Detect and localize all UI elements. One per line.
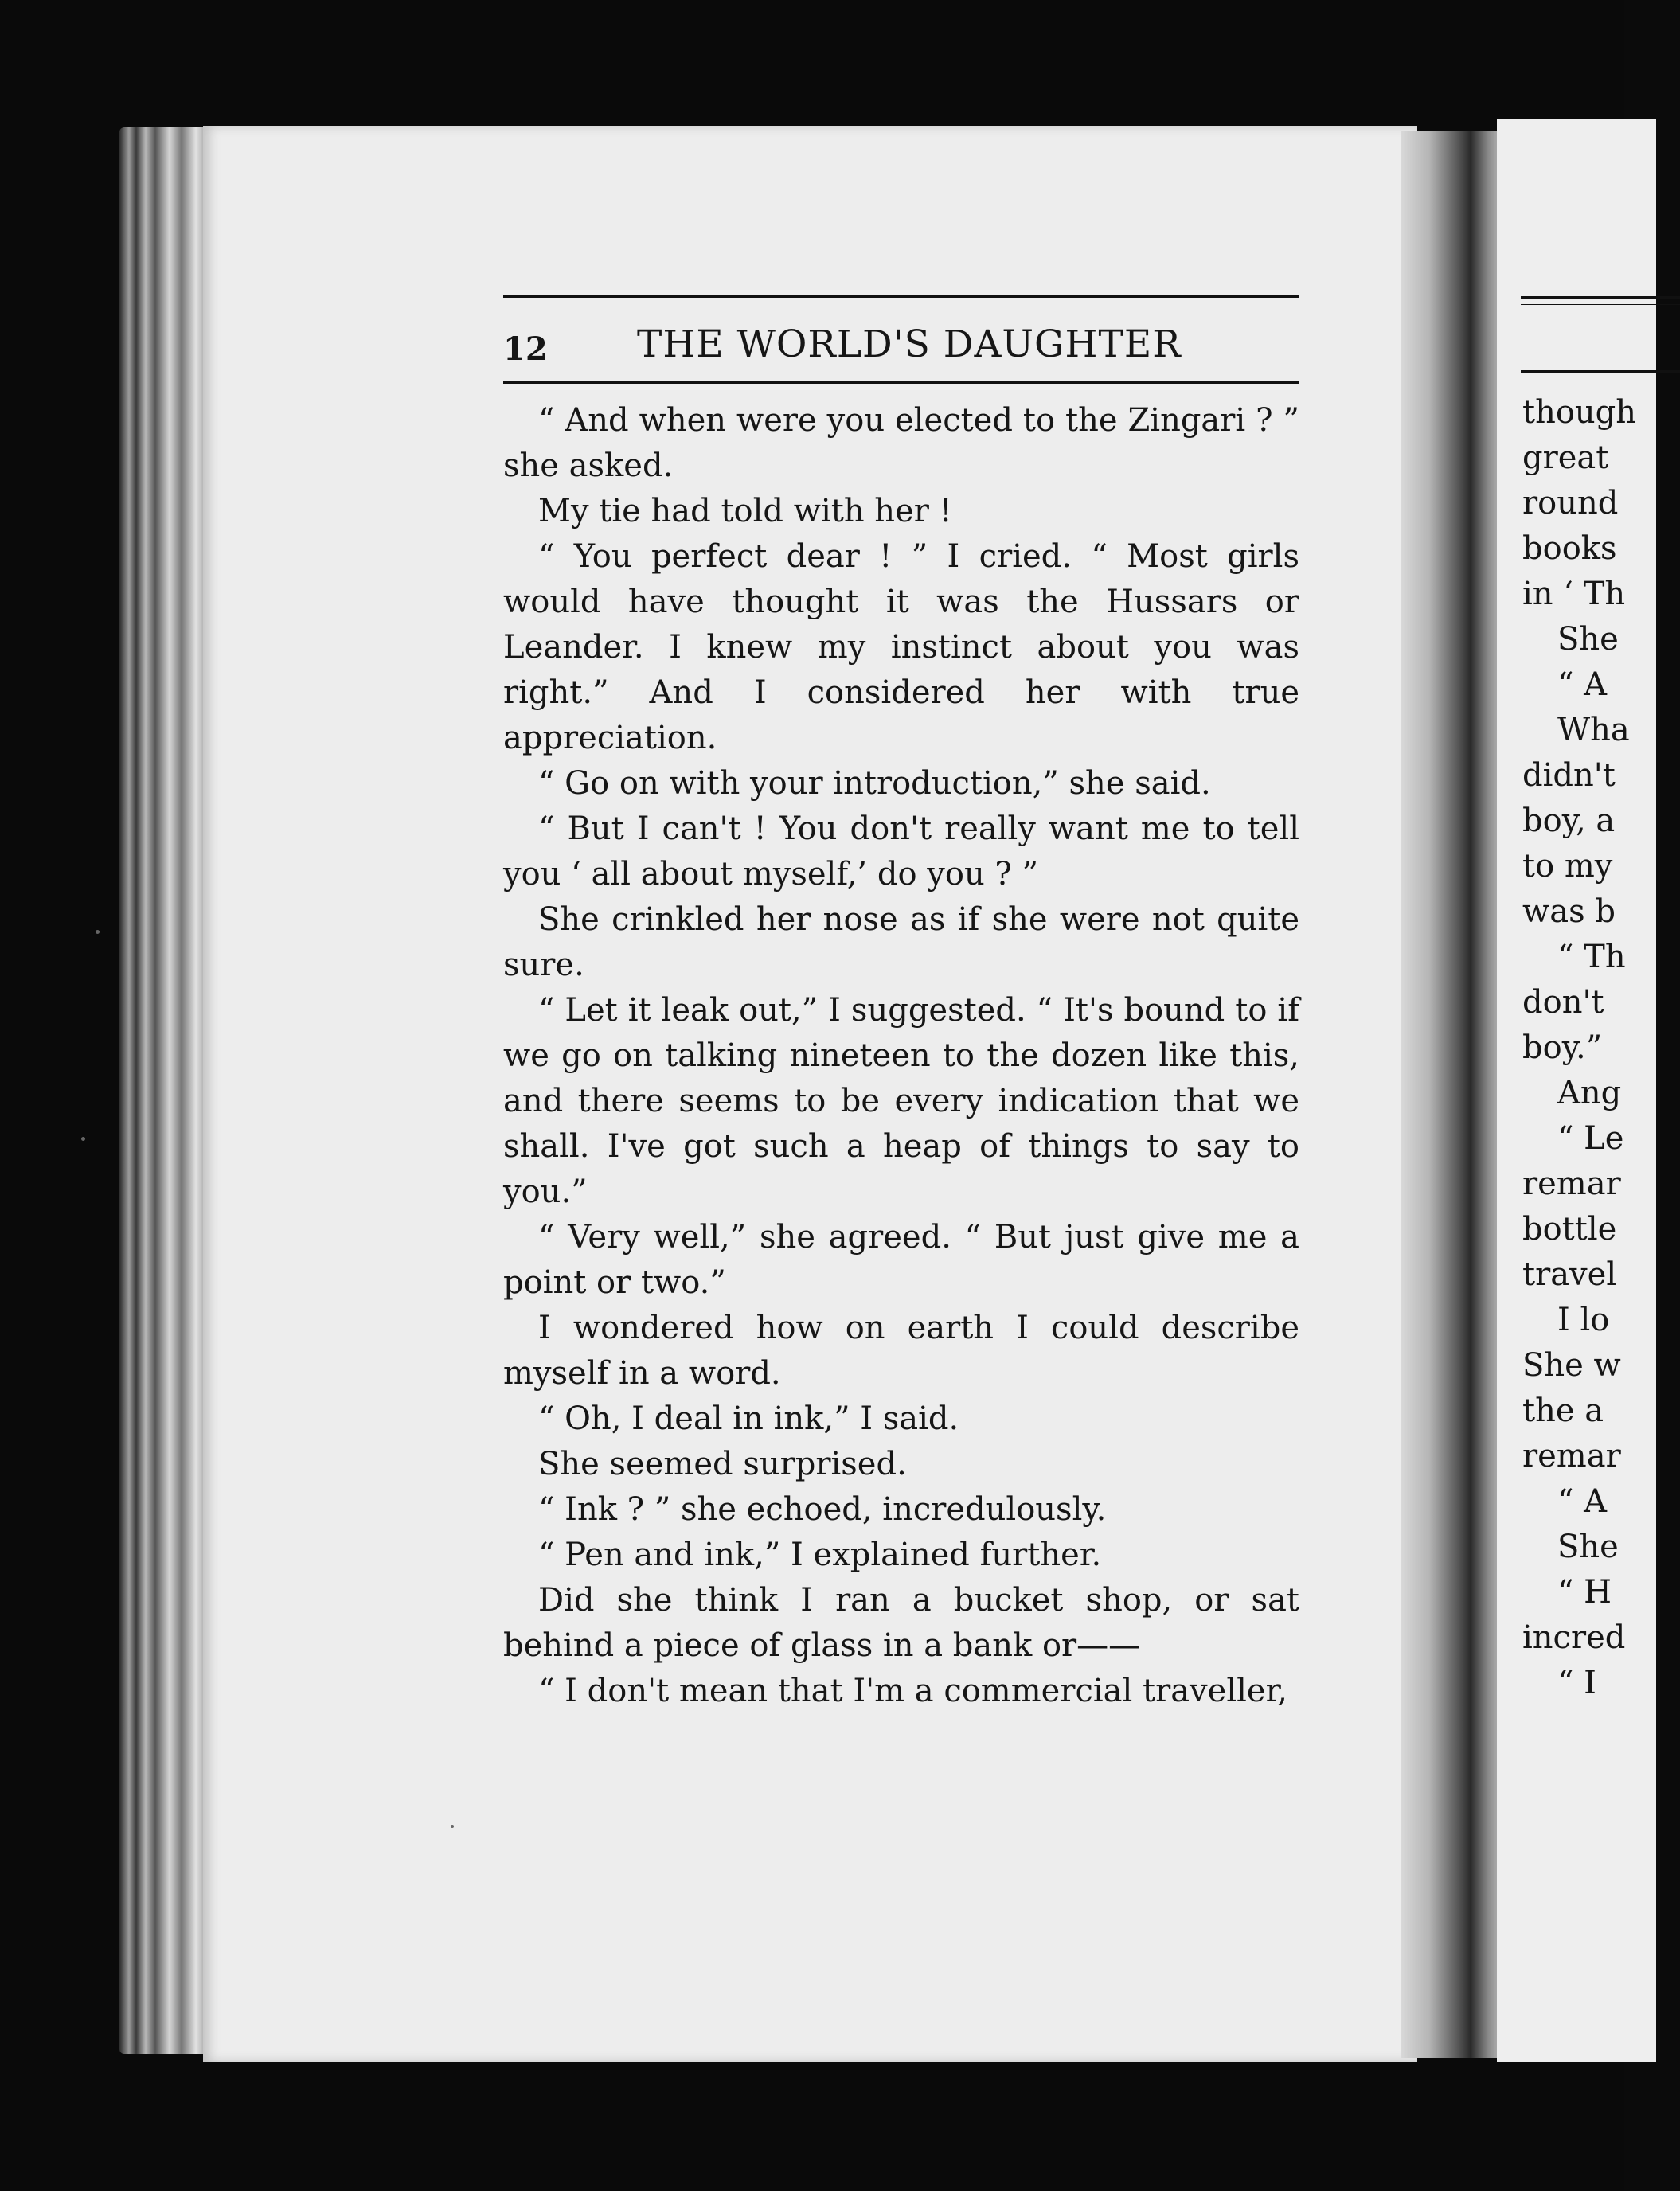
- right-page-line: “ A: [1557, 666, 1608, 703]
- scan-speck: [81, 1137, 85, 1141]
- paragraph: “ Go on with your introduction,” she said.: [538, 765, 1211, 802]
- paragraph: “ And when were you elected to the Zingari ? ” she asked.: [503, 402, 1299, 484]
- right-page-line: books: [1522, 530, 1617, 567]
- paragraph: “ I don't mean that I'm a commercial traveller,: [538, 1673, 1288, 1709]
- right-page-line: “ Th: [1557, 939, 1626, 975]
- paragraph: “ But I can't ! You don't really want me to tell you ‘ all about myself,’ do you ? ”: [503, 810, 1299, 892]
- body-text: [503, 398, 1299, 1714]
- right-page-line: didn't: [1522, 757, 1616, 794]
- right-page-line: bottle: [1522, 1211, 1617, 1248]
- right-page-line: Wha: [1557, 712, 1630, 748]
- right-page-line: was b: [1522, 893, 1616, 930]
- paragraph: “ You perfect dear ! ” I cried. “ Most girls would have thought it was the Hussars or Leander. I knew my instinct about you was right.” And I considered her with true appreciation.: [503, 538, 1299, 756]
- right-page-line: remar: [1522, 1166, 1621, 1202]
- book-gutter: [1401, 131, 1513, 2058]
- header-double-rule: [503, 295, 1299, 303]
- right-page-line: “ A: [1557, 1483, 1608, 1520]
- right-page-line: Ang: [1557, 1075, 1622, 1111]
- paragraph: “ Let it leak out,” I suggested. “ It's bound to if we go on talking nineteen to the dozen like this, and there seems to be every indication that we shall. I've got such a heap of things to say to you.”: [503, 992, 1299, 1210]
- paragraph: My tie had told with her !: [538, 493, 952, 529]
- right-page-line: She: [1557, 621, 1619, 658]
- right-page-line: to my: [1522, 848, 1613, 885]
- right-page-line: She w: [1522, 1347, 1621, 1384]
- right-page-line: I lo: [1557, 1302, 1610, 1338]
- right-page-line: don't: [1522, 984, 1604, 1021]
- right-page-line: in ‘ Th: [1522, 576, 1626, 612]
- page-number: 12: [503, 330, 548, 368]
- running-head: [503, 318, 1299, 384]
- right-page-line: travel: [1522, 1256, 1617, 1293]
- right-page-line: incred: [1522, 1619, 1626, 1656]
- right-page-line: She: [1557, 1529, 1619, 1565]
- paragraph: “ Ink ? ” she echoed, incredulously.: [538, 1491, 1107, 1528]
- right-page-line: boy, a: [1522, 803, 1616, 839]
- right-page-line: “ H: [1557, 1574, 1612, 1611]
- right-page-line: the a: [1522, 1392, 1604, 1429]
- right-page-line: great: [1522, 439, 1609, 476]
- paragraph: “ Oh, I deal in ink,” I said.: [538, 1400, 959, 1437]
- right-page-line: boy.”: [1522, 1029, 1603, 1066]
- right-page-head-underline: [1521, 370, 1680, 373]
- right-page-header-rule: [1521, 296, 1680, 305]
- paragraph: She crinkled her nose as if she were not quite sure.: [503, 901, 1299, 983]
- right-page-line: remar: [1522, 1438, 1621, 1474]
- left-page-text: [503, 295, 1299, 1714]
- paragraph: “ Pen and ink,” I explained further.: [538, 1537, 1102, 1573]
- paragraph: She seemed surprised.: [538, 1446, 907, 1482]
- right-page-line: “ Le: [1557, 1120, 1624, 1157]
- scan-speck: [451, 1825, 454, 1828]
- right-page-line: though: [1522, 394, 1637, 431]
- right-page-cropped-text: [1522, 390, 1637, 1706]
- right-page-line: round: [1522, 485, 1619, 521]
- paragraph: I wondered how on earth I could describe myself in a word.: [503, 1310, 1299, 1392]
- right-page-line: “ I: [1557, 1665, 1596, 1701]
- scan-speck: [96, 930, 100, 934]
- book-title-header: THE WORLD'S DAUGHTER: [637, 322, 1182, 366]
- paragraph: Did she think I ran a bucket shop, or sat behind a piece of glass in a bank or——: [503, 1582, 1299, 1664]
- paragraph: “ Very well,” she agreed. “ But just give me a point or two.”: [503, 1219, 1299, 1301]
